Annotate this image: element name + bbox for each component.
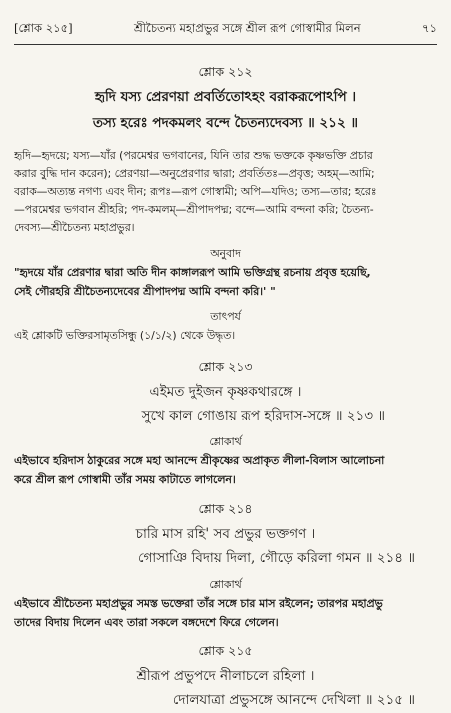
- verse-215-line-1: শ্রীরূপ প্রভুপদে নীলাচলে রহিলা ।: [136, 668, 315, 684]
- verse-214-heading: শ্লোক ২১৪: [198, 501, 253, 516]
- verse-214-translation-label: শ্লোকার্থ: [209, 578, 242, 591]
- verse-213-line-1: এইমত দুইজন কৃষ্ণকথারঙ্গে ।: [149, 384, 302, 400]
- verse-214-line-2: গোসাঞি বিদায় দিলা, গৌড়ে করিলা গমন ॥ ২১৪ ॥: [137, 550, 415, 566]
- verse-212-line-1: হৃদি যস্য প্রেরণয়া প্রবর্তিতোঽহং বরাকরূপোঽপি ।: [94, 89, 357, 105]
- verse-213-line-2: সুখে কাল গোঙায় রূপ হরিদাস-সঙ্গে ॥ ২১৩ ॥: [141, 408, 385, 424]
- verse-212-translation-label: অনুবাদ: [210, 247, 241, 260]
- verse-214-translation-1: এইভাবে শ্রীচৈতন্য মহাপ্রভুর সমস্ত ভক্তেরা তাঁর সঙ্গে চার মাস রইলেন; তারপর মহাপ্রভু: [14, 597, 383, 610]
- verse-213-translation-1: এইভাবে হরিদাস ঠাকুরের সঙ্গে মহা আনন্দে শ্রীকৃষ্ণের অপ্রাকৃত লীলা-বিলাস আলোচনা: [14, 454, 385, 467]
- verse-215-line-2: দোলযাত্রা প্রভুসঙ্গে আনন্দে দেখিলা ॥ ২১৫ ॥: [172, 692, 415, 708]
- header-rule: [14, 44, 437, 45]
- verse-214-translation-2: তাদের বিদায় দিলেন এবং তারা সকলে বঙ্গদেশে ফিরে গেলেন।: [14, 616, 279, 629]
- verse-212-purport-label: তাৎপর্য: [210, 310, 241, 323]
- verse-212-translation-2: সেই গৌরহরি শ্রীচৈতন্যদেবের শ্রীপাদপদ্ম আমি বন্দনা করি।' ": [14, 285, 276, 298]
- verse-213-heading: শ্লোক ২১৩: [198, 359, 253, 374]
- running-header: [14, 20, 437, 42]
- verse-212-gloss-1: হৃদি—হৃদয়ে; যস্য—যাঁর (পরমেশ্বর ভগবানের, যিনি তার শুদ্ধ ভক্তকে কৃষ্ণভক্তি প্রচার: [14, 149, 373, 162]
- verse-212-gloss-4: —পরমেশ্বর ভগবান শ্রীহরি; পদ-কমলম্—শ্রীপাদপদ্ম; বন্দে—আমি বন্দনা করি; চৈতন্য-: [14, 203, 374, 216]
- verse-215-heading: শ্লোক ২১৫: [198, 643, 253, 658]
- verse-212-gloss-3: বরাক—অত্যন্ত নগণ্য এবং দীন; রূপঃ—রূপ গোস্বামী; অপি—যদিও; তস্য—তার; হরেঃ: [14, 185, 377, 198]
- verse-212-heading: শ্লোক ২১২: [198, 64, 253, 79]
- verse-213-translation-2: করে শ্রীল রূপ গোস্বামী তাঁর সময় কাটাতে লাগলেন।: [14, 473, 236, 486]
- verse-212-purport: এই শ্লোকটি ভক্তিরসামৃতসিন্ধু (১/১/২) থেকে উদ্ধৃত।: [14, 329, 236, 342]
- verse-212-gloss-2: করার বুদ্ধি দান করেন); প্রেরণয়া—অনুপ্রেরণার দ্বারা; প্রবর্তিতঃ—প্রবৃত্ত; অহম্—আমি;: [14, 167, 375, 180]
- verse-214-line-1: চারি মাস রহি' সব প্রভুর ভক্তগণ ।: [135, 526, 316, 542]
- verse-212-line-2: তস্য হরেঃ পদকমলং বন্দে চৈতন্যদেবস্য ॥ ২১২ ॥: [92, 115, 359, 131]
- verse-212-translation-1: "হৃদয়ে যাঁর প্রেরণার দ্বারা অতি দীন কাঙ্গালরূপ আমি ভক্তিগ্রন্থ রচনায় প্রবৃত্ত হয়েছি,: [14, 266, 371, 279]
- verse-213-translation-label: শ্লোকার্থ: [209, 435, 242, 448]
- header-verse-ref: [শ্লোক ২১৫]: [14, 21, 73, 35]
- page-number: ৭১: [422, 21, 437, 35]
- header-chapter-title: শ্রীচৈতন্য মহাপ্রভুর সঙ্গে শ্রীল রূপ গোস্বামীর মিলন: [134, 21, 361, 35]
- verse-212-gloss-5: দেবস্য—শ্রীচৈতন্য মহাপ্রভুর।: [14, 221, 135, 234]
